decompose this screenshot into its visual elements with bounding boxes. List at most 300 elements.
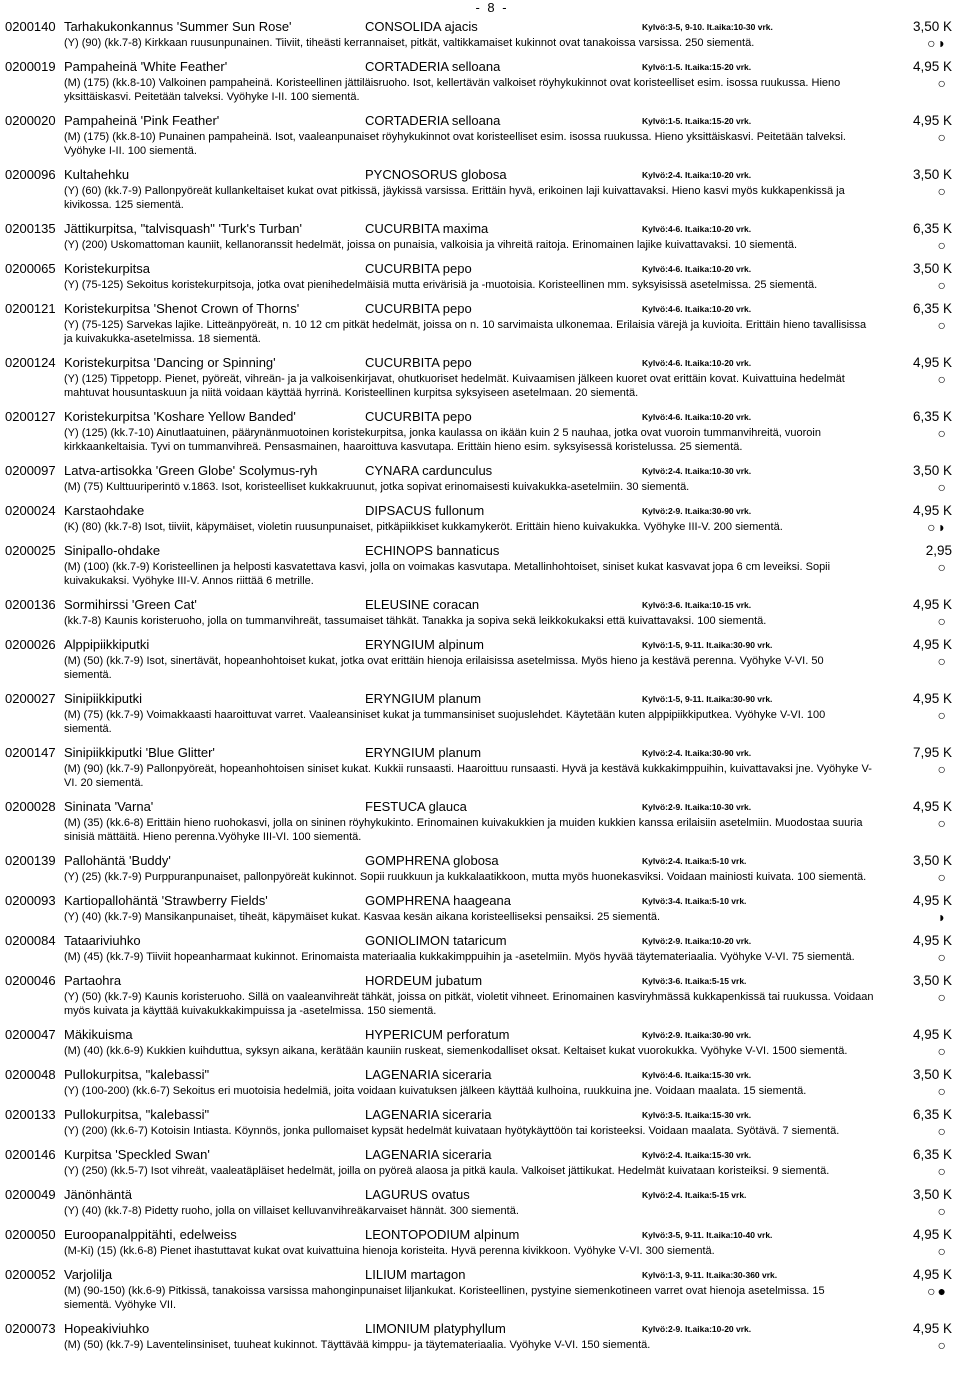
catalog-entry [0,166,960,212]
product-code: 0200147 [5,745,56,760]
entry-header-row [0,932,960,950]
product-code: 0200065 [5,261,56,276]
sun-icon: ○ [937,1337,946,1353]
catalog-entry [0,1106,960,1138]
price: 2,95 [925,543,952,558]
sowing-info: Kylvö:2-4. It.aika:10-30 vrk. [642,466,752,476]
description-wrapper [64,1203,946,1219]
latin-name: CUCURBITA pepo [365,355,472,370]
latin-name: LAGENARIA siceraria [365,1107,492,1122]
light-requirement-icons [886,278,946,292]
entry-header-row [0,852,960,870]
description-wrapper [64,237,946,253]
description: (M) (75) Kulttuuriperintö v.1863. Isot, koristeelliset kukkakruunut, jotka sopivat erinomaisesti kuivakukka-asetelmiin. 30 siementä. [64,481,690,493]
product-code: 0200084 [5,933,56,948]
description-wrapper [64,479,946,495]
price: 6,35 K [912,221,952,236]
sun-icon: ○ [937,1243,946,1259]
sun-icon: ○ [937,1083,946,1099]
price: 4,95 K [912,597,952,612]
product-code: 0200048 [5,1067,56,1082]
entry-header-row [0,1226,960,1244]
light-requirement-icons [886,1284,946,1298]
catalog-entry [0,300,960,346]
entry-header-row [0,972,960,990]
price: 4,95 K [912,113,952,128]
catalog-entry [0,354,960,400]
latin-name: ECHINOPS bannaticus [365,543,500,558]
catalog-entry [0,636,960,682]
light-requirement-icons [886,1084,946,1098]
price: 4,95 K [912,355,952,370]
common-name: Koristekurpitsa [64,261,150,276]
description: (Y) (90) (kk.7-8) Kirkkaan ruusunpunainen. Tiiviit, tiheästi kerrannaiset, pitkät, valtikkamaiset kukinnot ovat tanakoissa varsissa. 250 siementä. [64,37,755,49]
price: 3,50 K [912,1187,952,1202]
sun-icon: ○ [937,613,946,629]
latin-name: LAGENARIA siceraria [365,1147,492,1162]
sun-icon: ○ [937,237,946,253]
description: (Y) (200) (kk.6-7) Kotoisin Intiasta. Köynnös, jonka pullomaiset kypsät hedelmät kuivataan hyötykäyttöön tai koristeeksi. Voidaan maalata. Syötävä. 7 siementä. [64,1125,840,1137]
entry-header-row [0,690,960,708]
description: (M) (90) (kk.7-9) Pallonpyöreät, hopeanhohtoisen siniset kukat. Kukkii runsaasti. Haaroittuu runsaasti. Hyvä ja kestävä kukkakimppuihin, kuivattavaksi jne. Vyöhyke V-VI. 20 siementä. [64,763,872,789]
sun-icon: ○ [937,989,946,1005]
sowing-info: Kylvö:3-6. It.aika:10-15 vrk. [642,600,752,610]
latin-name: FESTUCA glauca [365,799,467,814]
sun-icon: ○ [937,129,946,145]
price: 4,95 K [912,637,952,652]
sowing-info: Kylvö:1-5. It.aika:15-20 vrk. [642,62,752,72]
sun-icon: ○ [937,1043,946,1059]
description-wrapper [64,1163,946,1179]
common-name: Varjolilja [64,1267,113,1282]
price: 4,95 K [912,1321,952,1336]
catalog-entry [0,220,960,252]
catalog-entry [0,972,960,1018]
product-code: 0200049 [5,1187,56,1202]
common-name: Karstaohdake [64,503,145,518]
entry-header-row [0,1026,960,1044]
sowing-info: Kylvö:1-5, 9-11. It.aika:30-90 vrk. [642,640,773,650]
common-name: Sormihirssi 'Green Cat' [64,597,197,612]
common-name: Kartiopallohäntä 'Strawberry Fields' [64,893,268,908]
light-requirement-icons [886,184,946,198]
catalog-entry [0,1066,960,1098]
description: (M) (90-150) (kk.6-9) Pitkissä, tanakoissa varsissa mahonginpunaiset liljankukat. Koristeellinen, pystyine siemenkotineen varret ovat hienoja asetelmissa. 15 siementä. Vyöhyke VII. [64,1285,825,1311]
common-name: Koristekurpitsa 'Koshare Yellow Banded' [64,409,296,424]
common-name: Euroopanalppitähti, edelweiss [64,1227,237,1242]
sowing-info: Kylvö:4-6. It.aika:15-30 vrk. [642,1070,752,1080]
common-name: Pullokurpitsa, "kalebassi" [64,1107,210,1122]
entry-header-row [0,354,960,372]
common-name: Latva-artisokka 'Green Globe' Scolymus-ryh [64,463,318,478]
product-code: 0200140 [5,19,56,34]
sowing-info: Kylvö:4-6. It.aika:10-20 vrk. [642,304,752,314]
half-sun-icon: ◗ [937,519,946,535]
latin-name: LAGURUS ovatus [365,1187,470,1202]
entry-header-row [0,220,960,238]
sun-icon: ○ [937,317,946,333]
light-requirement-icons [886,76,946,90]
price: 4,95 K [912,1267,952,1282]
catalog-entry [0,1186,960,1218]
product-code: 0200136 [5,597,56,612]
product-code: 0200052 [5,1267,56,1282]
description: (M) (40) (kk.6-9) Kukkien kuihduttua, syksyn aikana, kerätään kauniin ruskeat, siemenkodalliset oksat. Keltaiset kukat vuorokukka. Vyöhyke V-VI. 1500 siementä. [64,1045,848,1057]
price: 3,50 K [912,261,952,276]
light-requirement-icons [886,816,946,830]
description: (Y) (40) (kk.7-9) Mansikanpunaiset, tiheät, käpymäiset kukat. Kasvaa kesän aikana koristeelliseksi pensaiksi. 25 siementä. [64,911,661,923]
common-name: Sinipiikkiputki 'Blue Glitter' [64,745,215,760]
entry-header-row [0,166,960,184]
sun-icon: ○ [937,1123,946,1139]
entry-header-row [0,1106,960,1124]
description: (K) (80) (kk.7-8) Isot, tiiviit, käpymäiset, violetin ruusunpunaiset, pitkäpiikkiset kukkamykeröt. Erittäin hieno kuivakukka. Vyöhyke III-V. 200 siementä. [64,521,783,533]
product-code: 0200124 [5,355,56,370]
description-wrapper [64,653,946,682]
description: (M) (35) (kk.6-8) Erittäin hieno ruohokasvi, jolla on sininen röyhykukinto. Erinomainen kuivakukkien ja muiden kukkien kanssa erilaisiin asetelmiin. Muodostaa suuria sinisiä mättäitä. Hieno perenna.Vyöhyke III-VI. 100 siementä. [64,817,863,843]
sun-icon: ○ [937,1203,946,1219]
entry-header-row [0,1186,960,1204]
light-requirement-icons [886,480,946,494]
seed-catalog-list [0,18,960,1360]
product-code: 0200133 [5,1107,56,1122]
light-requirement-icons [886,130,946,144]
shade-icon: ● [937,1283,946,1299]
description: (Y) (75-125) Sekoitus koristekurpitsoja, jotka ovat pienihedelmäisiä mutta erivärisiä ja -muotoisia. Koristeellinen mm. syksyisissä asetelmissa. 25 siementä. [64,279,818,291]
latin-name: CUCURBITA maxima [365,221,489,236]
light-requirement-icons [886,654,946,668]
description-wrapper [64,1123,946,1139]
description-wrapper [64,75,946,104]
price: 4,95 K [912,893,952,908]
catalog-entry [0,852,960,884]
catalog-entry [0,260,960,292]
price: 3,50 K [912,167,952,182]
light-requirement-icons [886,1124,946,1138]
sowing-info: Kylvö:1-5. It.aika:15-20 vrk. [642,116,752,126]
description-wrapper [64,1283,946,1312]
description: (Y) (100-200) (kk.6-7) Sekoitus eri muotoisia hedelmiä, joita voidaan kuivatuksen jälkeen käyttää kulhoina, ruukkuina jne. Voidaan maalata. 15 siementä. [64,1085,807,1097]
light-requirement-icons [886,36,946,50]
price: 4,95 K [912,503,952,518]
common-name: Kurpitsa 'Speckled Swan' [64,1147,210,1162]
description: (Y) (125) (kk.7-10) Ainutlaatuinen, päärynänmuotoinen koristekurpitsa, jonka kaulassa on ikään kuin 2 5 nauhaa, jotka ovat vuoroin tummanvihreitä, vuoroin kirkkaankeltaisia. Tyvi on tummanvihreä. Pensasmainen, haaroittuva kasvutapa. Erittäin hieno esim. syksyisessä koristelussa. 25 siementä. [64,427,821,453]
product-code: 0200027 [5,691,56,706]
sun-icon: ○ [937,707,946,723]
product-code: 0200096 [5,167,56,182]
latin-name: CYNARA cardunculus [365,463,493,478]
sowing-info: Kylvö:2-9. It.aika:10-20 vrk. [642,936,752,946]
description-wrapper [64,519,946,535]
latin-name: DIPSACUS fullonum [365,503,485,518]
entry-header-row [0,408,960,426]
description-wrapper [64,1337,946,1353]
latin-name: GOMPHRENA haageana [365,893,511,908]
latin-name: ERYNGIUM planum [365,691,482,706]
entry-header-row [0,260,960,278]
half-sun-icon: ◗ [937,909,946,925]
description-wrapper [64,277,946,293]
price: 6,35 K [912,1147,952,1162]
light-requirement-icons [886,870,946,884]
description-wrapper [64,1083,946,1099]
light-requirement-icons [886,238,946,252]
description-wrapper [64,1043,946,1059]
common-name: Sininata 'Varna' [64,799,154,814]
common-name: Koristekurpitsa 'Shenot Crown of Thorns' [64,301,300,316]
description-wrapper [64,815,946,844]
light-requirement-icons [886,614,946,628]
sowing-info: Kylvö:2-9. It.aika:10-30 vrk. [642,802,752,812]
sun-icon: ○ [937,949,946,965]
sowing-info: Kylvö:3-5, 9-10. It.aika:10-30 vrk. [642,22,773,32]
catalog-entry [0,690,960,736]
entry-header-row [0,112,960,130]
entry-header-row [0,596,960,614]
entry-header-row [0,636,960,654]
price: 4,95 K [912,691,952,706]
entry-header-row [0,1320,960,1338]
light-requirement-icons [886,990,946,1004]
description-wrapper [64,949,946,965]
latin-name: CUCURBITA pepo [365,261,472,276]
catalog-entry [0,462,960,494]
catalog-entry [0,1226,960,1258]
product-code: 0200097 [5,463,56,478]
description-wrapper [64,989,946,1018]
product-code: 0200146 [5,1147,56,1162]
description-wrapper [64,425,946,454]
description: (Y) (25) (kk.7-9) Purppuranpunaiset, pallonpyöreät kukinnot. Sopii ruukkuun ja kukkalaatikkoon, mutta myös huonekasviksi. Voidaan mainiosti kuivata. 100 siementä. [64,871,867,883]
description-wrapper [64,371,946,400]
catalog-entry [0,1146,960,1178]
product-code: 0200025 [5,543,56,558]
sowing-info: Kylvö:2-9. It.aika:30-90 vrk. [642,1030,752,1040]
catalog-entry [0,932,960,964]
sun-icon: ○ [937,1163,946,1179]
price: 6,35 K [912,1107,952,1122]
light-requirement-icons [886,560,946,574]
price: 4,95 K [912,1227,952,1242]
product-code: 0200121 [5,301,56,316]
description: (Y) (40) (kk.7-8) Pidetty ruoho, jolla on villaiset kelluvanvihreäkarvaiset hännät. 300 siementä. [64,1205,519,1217]
latin-name: GONIOLIMON tataricum [365,933,507,948]
entry-header-row [0,1066,960,1084]
catalog-entry [0,596,960,628]
price: 6,35 K [912,409,952,424]
catalog-entry [0,542,960,588]
description: (Y) (50) (kk.7-9) Kaunis koristeruoho. Sillä on vaaleanvihreät tähkät, joissa on pitkät, violetit vihneet. Erinomainen kasviryhmässä kukkapenkissä tai ruukussa. Voidaan myös kuivata ja käyttää kuivakukkakimpuissa ja -asetelmissa. 150 siementä. [64,991,874,1017]
common-name: Partaohra [64,973,122,988]
product-code: 0200020 [5,113,56,128]
light-requirement-icons [886,762,946,776]
price: 4,95 K [912,1027,952,1042]
half-sun-icon: ◗ [937,35,946,51]
catalog-entry [0,1320,960,1352]
sun-icon: ○ [927,519,936,535]
description: (Y) (75-125) Sarvekas lajike. Litteänpyöreät, n. 10 12 cm pitkät hedelmät, joissa on n. 10 sarvimaista ulkonemaa. Erilaisia värejä ja kuvioita. Erittäin hieno tavallisissa ja kuivakukka-asetelmissa. 18 siementä. [64,319,867,345]
common-name: Hopeakiviuhko [64,1321,150,1336]
common-name: Sinipallo-ohdake [64,543,161,558]
sowing-info: Kylvö:2-9. It.aika:10-20 vrk. [642,1324,752,1334]
light-requirement-icons [886,1244,946,1258]
sowing-info: Kylvö:3-4. It.aika:5-10 vrk. [642,896,747,906]
sun-icon: ○ [937,183,946,199]
description-wrapper [64,909,946,925]
product-code: 0200073 [5,1321,56,1336]
light-requirement-icons [886,1044,946,1058]
product-code: 0200028 [5,799,56,814]
entry-header-row [0,58,960,76]
latin-name: ELEUSINE coracan [365,597,480,612]
description-wrapper [64,613,946,629]
light-requirement-icons [886,520,946,534]
entry-header-row [0,798,960,816]
latin-name: LIMONIUM platyphyllum [365,1321,506,1336]
sowing-info: Kylvö:4-6. It.aika:10-20 vrk. [642,224,752,234]
catalog-entry [0,502,960,534]
sun-icon: ○ [937,815,946,831]
price: 3,50 K [912,973,952,988]
sun-icon: ○ [937,869,946,885]
sowing-info: Kylvö:2-4. It.aika:5-15 vrk. [642,1190,747,1200]
description: (M) (75) (kk.7-9) Voimakkaasti haaroittuvat varret. Vaaleansiniset kukat ja tummansiniset suojuslehdet. Käytetään kuten alppipiikkiputkea. Vyöhyke V-VI. 100 siementä. [64,709,826,735]
description: (Y) (200) Uskomattoman kauniit, kellanoranssit hedelmät, joissa on punaisia, valkoisia ja vihreitä raitoja. Erinomainen lajike kuivattavaksi. 10 siementä. [64,239,798,251]
latin-name: ERYNGIUM alpinum [365,637,484,652]
light-requirement-icons [886,1204,946,1218]
latin-name: CONSOLIDA ajacis [365,19,478,34]
price: 3,50 K [912,1067,952,1082]
sowing-info: Kylvö:3-5, 9-11. It.aika:10-40 vrk. [642,1230,773,1240]
sowing-info: Kylvö:1-5, 9-11. It.aika:30-90 vrk. [642,694,773,704]
common-name: Pullokurpitsa, "kalebassi" [64,1067,210,1082]
common-name: Pampaheinä 'Pink Feather' [64,113,220,128]
latin-name: PYCNOSORUS globosa [365,167,507,182]
sowing-info: Kylvö:4-6. It.aika:10-20 vrk. [642,412,752,422]
description: (M) (175) (kk.8-10) Valkoinen pampaheinä. Koristeellinen jättiläisruoho. Isot, kellertävän valkoiset röyhykukinnot ovat koristeelliset esim. isossa ruukussa. Hieno yksittäiskasvi. Peitetään talveksi. Vyöhyke I-II. 100 siementä. [64,77,841,103]
product-code: 0200019 [5,59,56,74]
sun-icon: ○ [937,653,946,669]
sun-icon: ○ [937,479,946,495]
common-name: Pallohäntä 'Buddy' [64,853,171,868]
description-wrapper [64,761,946,790]
product-code: 0200050 [5,1227,56,1242]
description-wrapper [64,317,946,346]
description-wrapper [64,707,946,736]
latin-name: LEONTOPODIUM alpinum [365,1227,520,1242]
light-requirement-icons [886,1164,946,1178]
latin-name: LILIUM martagon [365,1267,466,1282]
description: (kk.7-8) Kaunis koristeruoho, jolla on tummanvihreät, tassumaiset tähkät. Tanakka ja sopiva sekä leikkokukaksi että kuivattavaksi. 100 siementä. [64,615,767,627]
sowing-info: Kylvö:2-9. It.aika:30-90 vrk. [642,506,752,516]
common-name: Sinipiikkiputki [64,691,143,706]
description: (M-Ki) (15) (kk.6-8) Pienet ihastuttavat kukat ovat kuivattuina hienoja koristeita. Hyvä perenna kivikkoon. Vyöhyke V-VI. 300 siementä. [64,1245,715,1257]
catalog-entry [0,408,960,454]
entry-header-row [0,542,960,560]
price: 4,95 K [912,59,952,74]
product-code: 0200139 [5,853,56,868]
light-requirement-icons [886,708,946,722]
latin-name: HORDEUM jubatum [365,973,483,988]
product-code: 0200047 [5,1027,56,1042]
sun-icon: ○ [937,425,946,441]
light-requirement-icons [886,910,946,924]
light-requirement-icons [886,318,946,332]
sowing-info: Kylvö:4-6. It.aika:10-20 vrk. [642,358,752,368]
entry-header-row [0,1266,960,1284]
common-name: Jättikurpitsa, "talvisquash" 'Turk's Turban' [64,221,303,236]
light-requirement-icons [886,1338,946,1352]
entry-header-row [0,502,960,520]
sowing-info: Kylvö:2-4. It.aika:5-10 vrk. [642,856,747,866]
product-code: 0200024 [5,503,56,518]
common-name: Kultahehku [64,167,130,182]
latin-name: CORTADERIA selloana [365,59,501,74]
catalog-entry [0,798,960,844]
sowing-info: Kylvö:3-5. It.aika:15-30 vrk. [642,1110,752,1120]
common-name: Tataariviuhko [64,933,141,948]
entry-header-row [0,462,960,480]
price: 3,50 K [912,853,952,868]
common-name: Jänönhäntä [64,1187,132,1202]
price: 6,35 K [912,301,952,316]
catalog-entry [0,58,960,104]
description-wrapper [64,559,946,588]
sowing-info: Kylvö:3-6. It.aika:5-15 vrk. [642,976,747,986]
sun-icon: ○ [937,371,946,387]
description-wrapper [64,869,946,885]
catalog-entry [0,1026,960,1058]
sun-icon: ○ [937,277,946,293]
sowing-info: Kylvö:1-3, 9-11. It.aika:30-360 vrk. [642,1270,778,1280]
description: (Y) (125) Tippetopp. Pienet, pyöreät, vihreän- ja ja valkoisenkirjavat, ohutkuoriset hedelmät. Kuivaamisen jälkeen kuoret ovat erittäin kovat. Kuivattuina hedelmät mahtuvat housuntaskuun ja niitä voidaan käyttää hyrrinä. Koristeellinen kurpitsa syksyiseen asetelmaan. 20 siementä. [64,373,845,399]
description: (M) (45) (kk.7-9) Tiiviit hopeanharmaat kukinnot. Erinomaista materiaalia kukkakimppuihin ja -asetelmiin. Myös hyvää täytemateriaalia. Vyöhyke V-VI. 75 siementä. [64,951,855,963]
catalog-entry [0,18,960,50]
sowing-info: Kylvö:4-6. It.aika:10-20 vrk. [642,264,752,274]
sun-icon: ○ [927,35,936,51]
sun-icon: ○ [937,559,946,575]
sowing-info: Kylvö:2-4. It.aika:30-90 vrk. [642,748,752,758]
description: (M) (50) (kk.7-9) Laventelinsiniset, tuuheat kukinnot. Täyttävää kimppu- ja täytemateriaalia. Vyöhyke V-VI. 150 siementä. [64,1339,651,1351]
common-name: Pampaheinä 'White Feather' [64,59,228,74]
latin-name: HYPERICUM perforatum [365,1027,510,1042]
price: 3,50 K [912,19,952,34]
description: (M) (175) (kk.8-10) Punainen pampaheinä. Isot, vaaleanpunaiset röyhykukinnot ovat koristeelliset esim. isossa ruukussa. Hieno yksittäiskasvi. Peitetään talveksi. Vyöhyke I-II. 100 siementä. [64,131,846,157]
catalog-entry [0,1266,960,1312]
description-wrapper [64,1243,946,1259]
catalog-entry [0,112,960,158]
description: (Y) (250) (kk.5-7) Isot vihreät, vaaleatäpläiset hedelmät, joilla on pyöreä alaosa ja pitkä kaula. Valkoiset jättikukat. Hedelmät kuivataan koristeiksi. 9 siementä. [64,1165,830,1177]
sowing-info: Kylvö:2-4. It.aika:15-30 vrk. [642,1150,752,1160]
catalog-entry [0,892,960,924]
product-code: 0200026 [5,637,56,652]
latin-name: CORTADERIA selloana [365,113,501,128]
description-wrapper [64,183,946,212]
description: (M) (50) (kk.7-9) Isot, sinertävät, hopeanhohtoiset kukat, jotka ovat erittäin hienoja erilaisissa asetelmissa. Myös hieno ja kestävä perenna. Vyöhyke V-VI. 50 siementä. [64,655,824,681]
product-code: 0200135 [5,221,56,236]
sun-icon: ○ [937,761,946,777]
entry-header-row [0,18,960,36]
common-name: Tarhakukonkannus 'Summer Sun Rose' [64,19,292,34]
entry-header-row [0,744,960,762]
product-code: 0200046 [5,973,56,988]
page-number: - 8 - [475,0,509,15]
common-name: Alppipiikkiputki [64,637,150,652]
entry-header-row [0,892,960,910]
common-name: Mäkikuisma [64,1027,133,1042]
description: (Y) (60) (kk.7-9) Pallonpyöreät kullankeltaiset kukat ovat pitkissä, jäykissä varsissa. Erittäin hyvä, erikoinen laji kuivattavaksi. Hieno kasvi myös kukkapenkissä ja kivikossa. 125 siementä. [64,185,845,211]
common-name: Koristekurpitsa 'Dancing or Spinning' [64,355,276,370]
